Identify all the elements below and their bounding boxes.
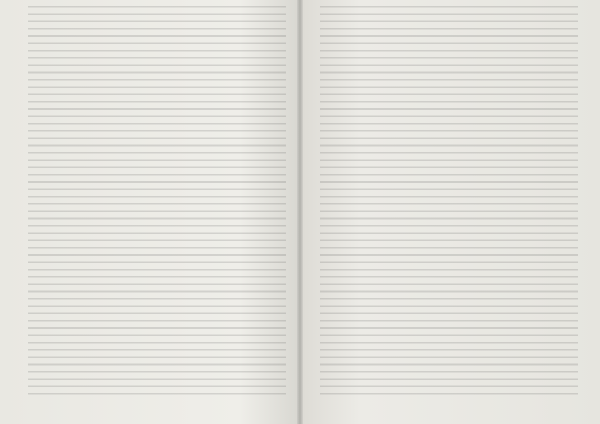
right-page (320, 6, 578, 418)
right-page-text-lines (320, 6, 578, 400)
left-page (28, 6, 286, 418)
book-gutter (297, 0, 303, 424)
left-page-text-lines (28, 6, 286, 400)
